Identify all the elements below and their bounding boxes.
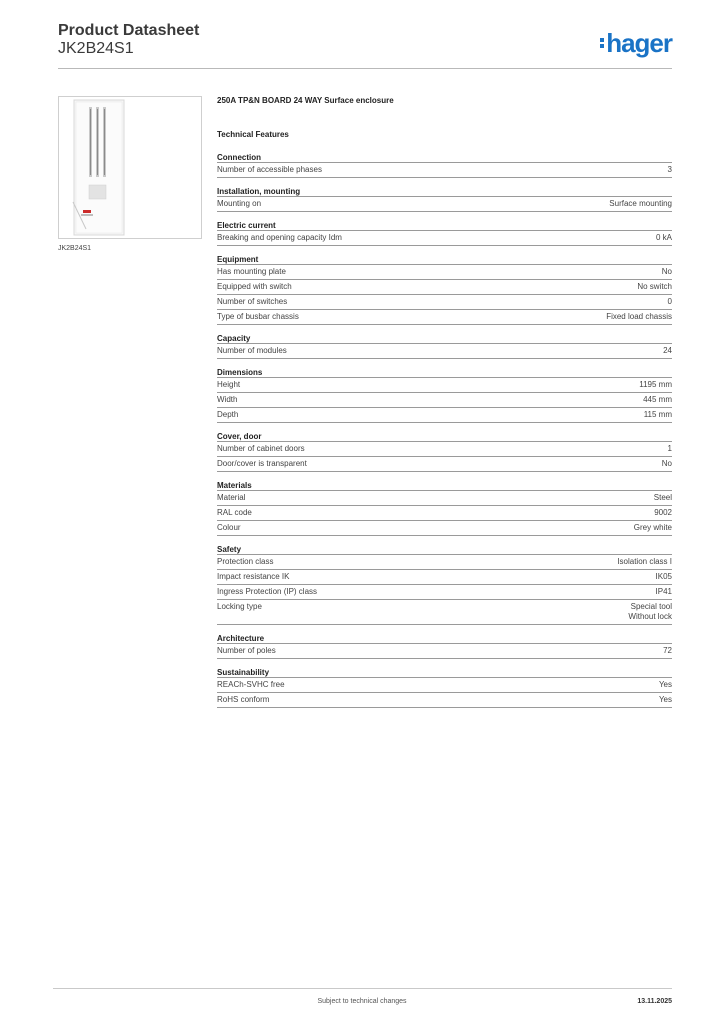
spec-row (217, 491, 672, 506)
hager-logo (600, 28, 672, 58)
document-title: Product Datasheet (58, 22, 200, 39)
spec-label: Has mounting plate (217, 267, 286, 276)
spec-label: Number of accessible phases (217, 165, 322, 174)
spec-row (217, 585, 672, 600)
spec-section (217, 186, 672, 212)
spec-label: Locking type (217, 602, 262, 611)
spec-content (217, 96, 672, 708)
spec-label: Breaking and opening capacity Idm (217, 233, 342, 242)
spec-row (217, 265, 672, 280)
section-title: Capacity (217, 333, 672, 344)
spec-label: Number of modules (217, 346, 287, 355)
spec-section (217, 667, 672, 708)
footer-note: Subject to technical changes (317, 998, 407, 1005)
spec-value: Special tool Without lock (628, 602, 672, 621)
spec-row (217, 521, 672, 536)
spec-label: Mounting on (217, 199, 262, 208)
spec-row (217, 197, 672, 212)
spec-row (217, 442, 672, 457)
spec-value: 9002 (654, 508, 672, 517)
spec-label: Colour (217, 523, 241, 532)
spec-label: Width (217, 395, 238, 404)
footer-date: 13.11.2025 (637, 998, 672, 1005)
spec-value: 0 kA (655, 233, 672, 242)
spec-value: 1195 mm (639, 380, 672, 389)
spec-label: REACh-SVHC free (217, 680, 285, 689)
product-image (58, 96, 202, 239)
spec-row (217, 600, 672, 625)
spec-row (217, 393, 672, 408)
spec-value: Fixed load chassis (606, 312, 672, 321)
spec-value: Yes (658, 680, 672, 689)
spec-value: 0 (667, 297, 672, 306)
spec-label: Depth (217, 410, 239, 419)
header-divider (58, 68, 672, 69)
distribution-board-icon (59, 97, 201, 238)
spec-value: Surface mounting (609, 199, 672, 208)
spec-row (217, 378, 672, 393)
spec-value: 3 (667, 165, 672, 174)
spec-value: Steel (653, 493, 672, 502)
section-title: Architecture (217, 633, 672, 644)
spec-row (217, 344, 672, 359)
spec-value: 445 mm (643, 395, 672, 404)
spec-section (217, 152, 672, 178)
section-title: Dimensions (217, 367, 672, 378)
section-title: Installation, mounting (217, 186, 672, 197)
spec-value: No (661, 459, 672, 468)
spec-section (217, 633, 672, 659)
spec-value: No (661, 267, 672, 276)
spec-label: Material (217, 493, 246, 502)
spec-label: Number of switches (217, 297, 288, 306)
spec-label: Height (217, 380, 241, 389)
spec-value: 1 (667, 444, 672, 453)
section-title: Electric current (217, 220, 672, 231)
spec-label: Impact resistance IK (217, 572, 290, 581)
spec-row (217, 693, 672, 708)
spec-row (217, 310, 672, 325)
spec-section (217, 480, 672, 536)
spec-row (217, 295, 672, 310)
section-title: Materials (217, 480, 672, 491)
spec-row (217, 280, 672, 295)
spec-label: Ingress Protection (IP) class (217, 587, 318, 596)
section-title: Equipment (217, 254, 672, 265)
spec-row (217, 457, 672, 472)
spec-label: Equipped with switch (217, 282, 292, 291)
spec-value: IK05 (655, 572, 672, 581)
spec-value: IP41 (655, 587, 672, 596)
product-code-heading: JK2B24S1 (58, 40, 134, 57)
logo-text: hager (606, 28, 672, 58)
spec-section (217, 254, 672, 325)
spec-label: Type of busbar chassis (217, 312, 299, 321)
spec-label: Protection class (217, 557, 274, 566)
spec-label: Number of poles (217, 646, 276, 655)
logo-dots-icon (600, 32, 604, 54)
spec-row (217, 570, 672, 585)
image-caption: JK2B24S1 (58, 245, 92, 252)
spec-value: 72 (663, 646, 672, 655)
spec-row (217, 506, 672, 521)
spec-value: No switch (637, 282, 672, 291)
section-title: Connection (217, 152, 672, 163)
spec-value: Yes (658, 695, 672, 704)
spec-row (217, 408, 672, 423)
spec-value: Isolation class I (617, 557, 672, 566)
spec-label: Door/cover is transparent (217, 459, 307, 468)
section-title: Cover, door (217, 431, 672, 442)
spec-value: 24 (663, 346, 672, 355)
spec-row (217, 231, 672, 246)
footer-divider (53, 988, 672, 989)
spec-section (217, 367, 672, 423)
spec-section (217, 431, 672, 472)
spec-section (217, 220, 672, 246)
spec-label: RAL code (217, 508, 252, 517)
spec-value: Grey white (633, 523, 672, 532)
spec-row (217, 163, 672, 178)
page-header (58, 22, 672, 70)
spec-value: 115 mm (643, 410, 672, 419)
spec-label: RoHS conform (217, 695, 270, 704)
product-description: 250A TP&N BOARD 24 WAY Surface enclosure (217, 96, 394, 105)
spec-row (217, 678, 672, 693)
section-title: Sustainability (217, 667, 672, 678)
spec-row (217, 555, 672, 570)
spec-row (217, 644, 672, 659)
spec-section (217, 544, 672, 625)
technical-features-heading: Technical Features (217, 130, 289, 139)
section-title: Safety (217, 544, 672, 555)
spec-label: Number of cabinet doors (217, 444, 305, 453)
spec-section (217, 333, 672, 359)
spec-sections (217, 152, 672, 708)
